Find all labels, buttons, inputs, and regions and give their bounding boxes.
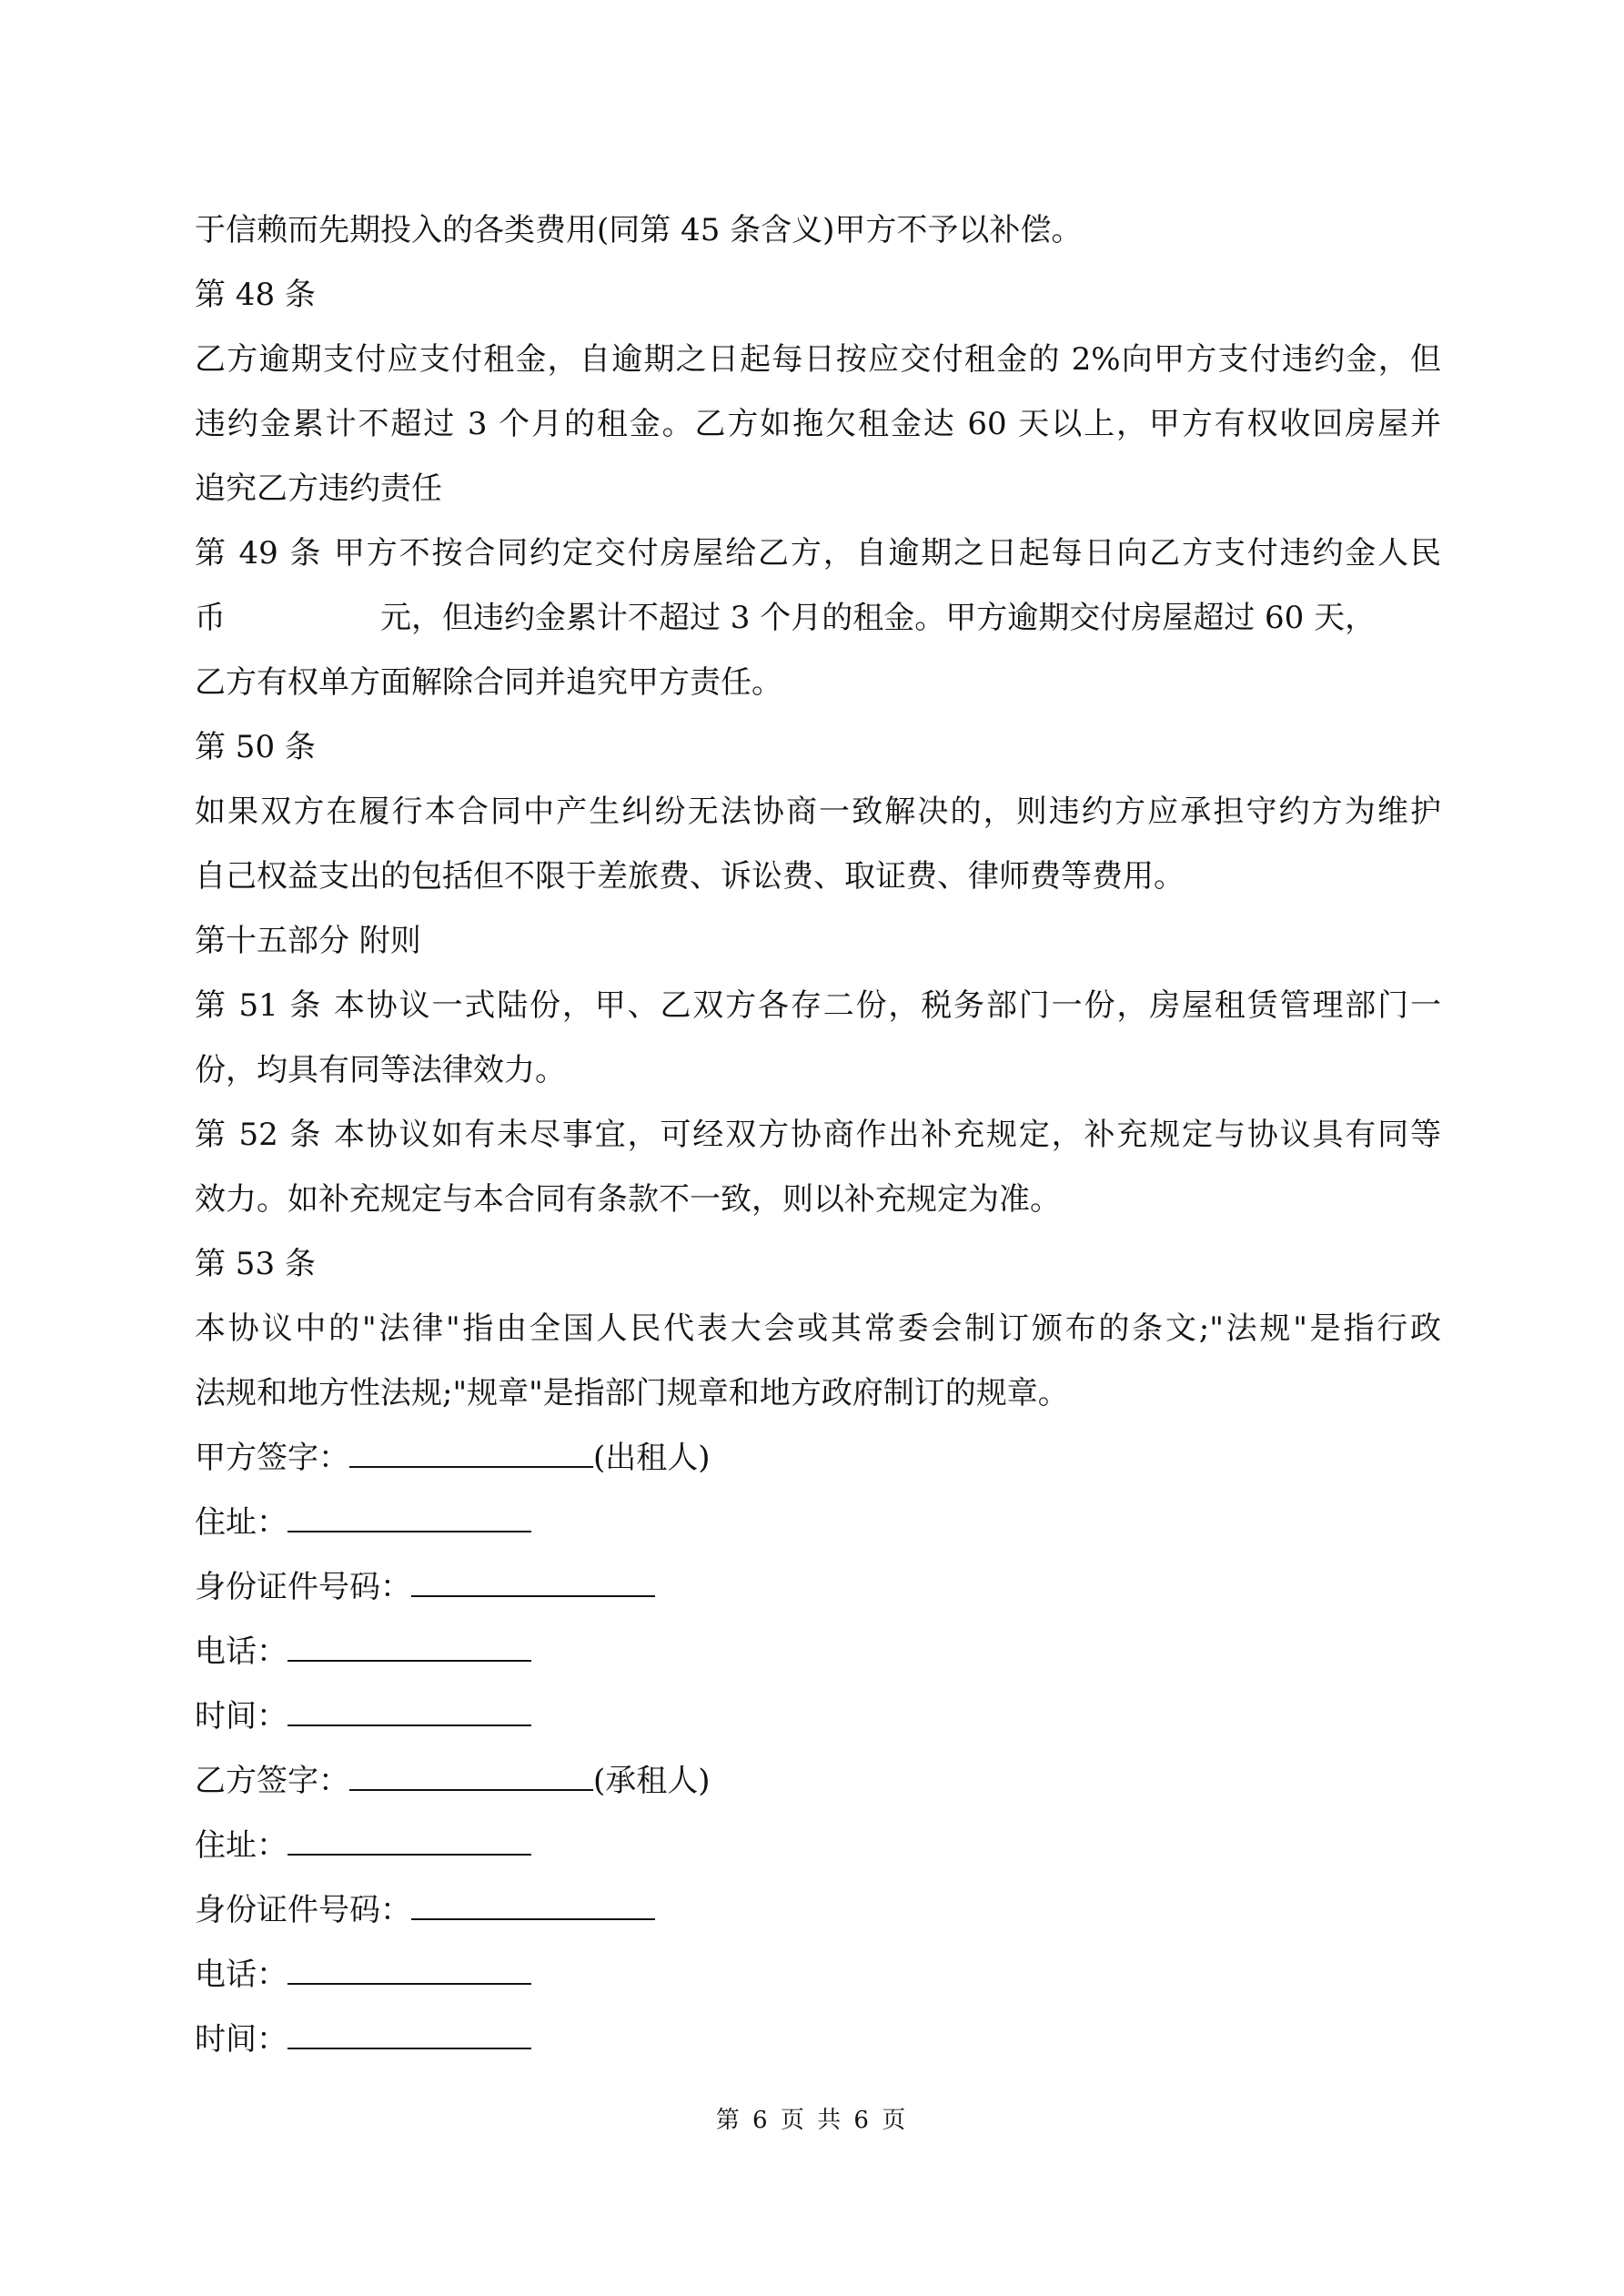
text-line: 追究乙方违约责任 — [195, 470, 442, 507]
signature-row — [195, 1749, 1441, 1814]
signature-row — [195, 1814, 1441, 1878]
signature-field[interactable] — [287, 2048, 531, 2049]
signature-field[interactable] — [349, 1466, 593, 1468]
signature-row — [195, 1620, 1441, 1684]
signature-row — [195, 1878, 1441, 1943]
paragraph-p7 — [195, 909, 1441, 974]
text-line-with-blank — [195, 586, 1441, 651]
paragraph-p4b — [195, 586, 1441, 651]
paragraph-p10 — [195, 1232, 1441, 1297]
paragraph-p11 — [195, 1297, 1441, 1426]
signature-label: 时间： — [195, 2021, 287, 2058]
paragraph-p9 — [195, 1103, 1441, 1232]
signature-row — [195, 1491, 1441, 1555]
text-line: 于信赖而先期投入的各类费用(同第 45 条含义)甲方不予以补偿。 — [195, 212, 1083, 248]
signature-label: 乙方签字： — [195, 1763, 349, 1799]
signature-field[interactable] — [287, 1983, 531, 1985]
text-line: 乙方逾期支付应支付租金，自逾期之日起每日按应交付租金的 2%向甲方支付违约金，但 — [195, 341, 1441, 378]
text-line: 乙方有权单方面解除合同并追究甲方责任。 — [195, 664, 782, 701]
signature-row — [195, 1555, 1441, 1620]
paragraph-p4 — [195, 521, 1441, 586]
document-body — [195, 198, 1441, 2072]
paragraph-p2 — [195, 263, 1441, 328]
signature-label: 住址： — [195, 1504, 287, 1541]
text-line: 份，均具有同等法律效力。 — [195, 1052, 566, 1088]
text-before-blank: 币 — [195, 600, 226, 636]
signature-role: (承租人) — [593, 1763, 711, 1799]
paragraph-p1 — [195, 198, 1441, 263]
text-line: 第 49 条 甲方不按合同约定交付房屋给乙方，自逾期之日起每日向乙方支付违约金人民 — [195, 535, 1441, 571]
signature-row — [195, 1426, 1441, 1491]
signature-label: 电话： — [195, 1633, 287, 1670]
signature-label: 电话： — [195, 1957, 287, 1993]
text-line: 法规和地方性法规;"规章"是指部门规章和地方政府制订的规章。 — [195, 1375, 1069, 1411]
text-after-blank: 元，但违约金累计不超过 3 个月的租金。甲方逾期交付房屋超过 60 天， — [380, 600, 1377, 636]
text-line: 第 51 条 本协议一式陆份，甲、乙双方各存二份，税务部门一份，房屋租赁管理部门一 — [195, 987, 1441, 1024]
signature-role: (出租人) — [593, 1440, 711, 1476]
signature-field[interactable] — [287, 1725, 531, 1726]
paragraph-p3 — [195, 328, 1441, 521]
text-line: 效力。如补充规定与本合同有条款不一致，则以补充规定为准。 — [195, 1181, 1061, 1218]
text-line: 第 53 条 — [195, 1246, 316, 1282]
signature-row — [195, 1943, 1441, 2008]
text-line: 第 48 条 — [195, 277, 316, 313]
signature-field[interactable] — [287, 1854, 531, 1856]
signature-field[interactable] — [287, 1531, 531, 1532]
signature-label: 身份证件号码： — [195, 1569, 411, 1605]
text-line: 第 52 条 本协议如有未尽事宜，可经双方协商作出补充规定，补充规定与协议具有同等 — [195, 1117, 1441, 1153]
signature-label: 时间： — [195, 1698, 287, 1735]
signature-label: 住址： — [195, 1827, 287, 1864]
text-line: 第 50 条 — [195, 729, 316, 765]
text-line: 如果双方在履行本合同中产生纠纷无法协商一致解决的，则违约方应承担守约方为维护 — [195, 794, 1441, 830]
signature-row — [195, 2008, 1441, 2072]
signature-field[interactable] — [411, 1595, 655, 1597]
signature-field[interactable] — [349, 1789, 593, 1791]
paragraph-p4c — [195, 651, 1441, 715]
text-line: 自己权益支出的包括但不限于差旅费、诉讼费、取证费、律师费等费用。 — [195, 858, 1185, 895]
signature-label: 甲方签字： — [195, 1440, 349, 1476]
text-line: 违约金累计不超过 3 个月的租金。乙方如拖欠租金达 60 天以上，甲方有权收回房屋并 — [195, 406, 1441, 442]
signature-field[interactable] — [411, 1918, 655, 1920]
signature-field[interactable] — [287, 1660, 531, 1662]
paragraph-p8 — [195, 974, 1441, 1103]
signature-section — [195, 1426, 1441, 2072]
signature-label: 身份证件号码： — [195, 1892, 411, 1928]
text-line: 第十五部分 附则 — [195, 923, 421, 959]
page-number-footer: 第 6 页 共 6 页 — [715, 2107, 909, 2134]
paragraph-p5 — [195, 715, 1441, 780]
signature-row — [195, 1684, 1441, 1749]
paragraph-p6 — [195, 780, 1441, 909]
text-line: 本协议中的"法律"指由全国人民代表大会或其常委会制订颁布的条文;"法规"是指行政 — [195, 1310, 1441, 1347]
